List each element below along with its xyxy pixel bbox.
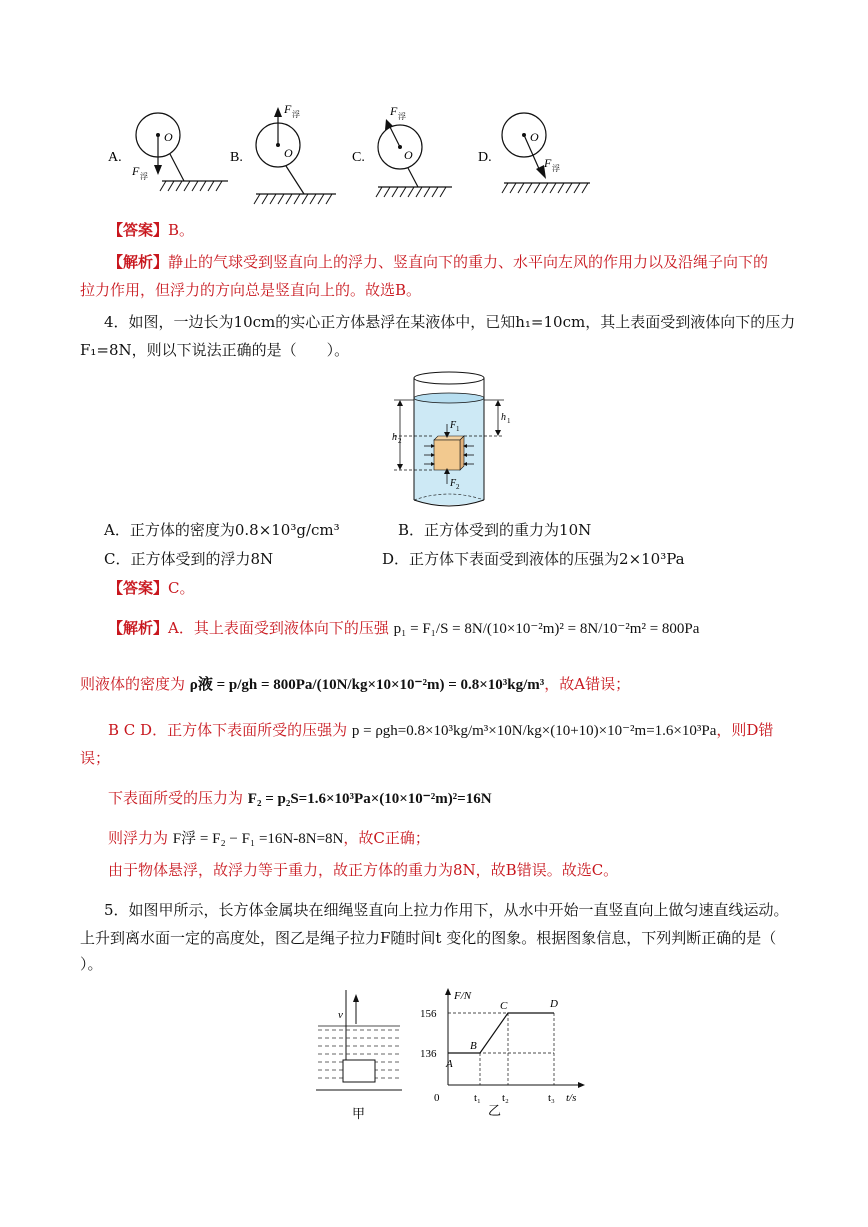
f2-label: F: [450, 478, 457, 489]
q4-analysis-1: 【解析】A．其上表面受到液体向下的压强 p₁ = F₁/S = 8N/(10×10⁻²m)² = 8N/10⁻²m² = 800Pa: [108, 619, 700, 637]
q4-stem-2: F₁=8N，则以下说法正确的是（ ）。: [80, 341, 350, 359]
option-b-force: F: [284, 102, 292, 116]
formula-p1: p₁ = F₁/S = 8N/(10×10⁻²m)² = 8N/10⁻²m² = 800Pa: [393, 621, 700, 637]
q3-answer: 【答案】B。: [108, 221, 195, 239]
option-a-diagram: [108, 113, 228, 191]
svg-text:2: 2: [398, 437, 402, 445]
option-b-center: O: [284, 146, 293, 160]
q3-analysis-1: 【解析】静止的气球受到竖直向上的浮力、竖直向下的重力、水平向左风的作用力以及沿绳子向下的: [108, 253, 769, 271]
force-series-line: [448, 1013, 554, 1053]
point-label: A: [446, 1058, 453, 1070]
figure-yi-label: 乙: [488, 1103, 502, 1118]
y-axis-label: F/N: [454, 990, 472, 1002]
svg-text:浮: 浮: [552, 164, 560, 173]
water-tank-diagram: [310, 990, 410, 1120]
q4-analysis-3b: 误；: [80, 749, 111, 767]
q4-analysis-3: B C D．正方体下表面所受的压强为 p = ρgh=0.8×10³kg/m³×10N/kg×(10+10)×10⁻²m=1.6×10³Pa，则D错: [108, 721, 774, 739]
option-b-letter: B.: [230, 150, 243, 165]
q5-stem-1: 5．如图甲所示，长方体金属块在细绳竖直向上拉力作用下，从水中开始一直竖直向上做匀速直线运动。: [104, 901, 789, 919]
x-tick-label: t₂: [502, 1092, 509, 1104]
point-label: D: [550, 998, 558, 1010]
q4-analysis-5: 则浮力为 F浮 = F₂ − F₁ =16N-8N=8N，故C正确；: [108, 829, 430, 847]
option-d-diagram: [478, 113, 590, 193]
q4-choice-d: D．正方体下表面受到液体的压强为2×10³Pa: [382, 550, 685, 568]
q5-figure-jia: [310, 990, 410, 1120]
option-c-diagram: [352, 104, 452, 197]
q4-answer: 【答案】C。: [108, 579, 195, 597]
q4-choice-c: C．正方体受到的浮力8N: [104, 550, 274, 568]
formula-pressure: p = ρgh=0.8×10³kg/m³×10N/kg×(10+10)×10⁻²m=1.6×10³Pa: [351, 723, 717, 739]
formula-density: ρ液 = p/gh = 800Pa/(10N/kg×10×10⁻²m) = 0.8×10³kg/m³: [189, 677, 545, 693]
option-d-center: O: [530, 130, 539, 144]
cylinder-diagram: [380, 368, 520, 516]
h1-label: h: [501, 412, 506, 423]
x-axis-label: t/s: [566, 1092, 577, 1104]
figure-jia-label: 甲: [352, 1106, 366, 1120]
option-a-letter: A.: [108, 150, 122, 165]
option-c-force: F: [390, 104, 398, 118]
q4-choice-a: A．正方体的密度为0.8×10³g/cm³: [104, 521, 340, 539]
y-tick-label: 136: [420, 1048, 437, 1060]
q4-choice-b: B．正方体受到的重力为10N: [398, 521, 592, 539]
svg-text:浮: 浮: [140, 172, 148, 181]
q4-analysis-2: 则液体的密度为 ρ液 = p/gh = 800Pa/(10N/kg×10×10⁻²m) = 0.8×10³kg/m³，故A错误；: [80, 675, 631, 693]
q5-stem-3: ）。: [80, 955, 103, 973]
f1-label: F: [450, 420, 457, 431]
svg-text:浮: 浮: [292, 110, 300, 119]
q3-options-figure: [100, 95, 610, 215]
q4-analysis-4: 下表面所受的压力为 F₂ = p₂S=1.6×10³Pa×(10×10⁻²m)²=16N: [108, 789, 492, 807]
svg-text:1: 1: [456, 425, 460, 433]
option-b-diagram: [230, 102, 336, 204]
force-time-chart: [418, 985, 593, 1120]
formula-buoyancy: F浮 = F₂ − F₁ =16N-8N=8N: [172, 831, 344, 847]
q3-diagrams: [100, 95, 610, 215]
origin-label: 0: [434, 1092, 440, 1104]
point-label: C: [500, 1000, 508, 1012]
svg-text:浮: 浮: [398, 112, 406, 121]
point-label: B: [470, 1040, 477, 1052]
formula-force: F₂ = p₂S=1.6×10³Pa×(10×10⁻²m)²=16N: [247, 791, 492, 807]
q4-stem-1: 4．如图，一边长为10cm的实心正方体悬浮在某液体中，已知h₁=10cm，其上表面受到液体向下的压力: [104, 313, 796, 331]
svg-text:1: 1: [507, 417, 511, 425]
svg-text:2: 2: [456, 483, 460, 491]
q5-figure-yi: [418, 985, 593, 1120]
velocity-label: v: [338, 1009, 343, 1021]
x-tick-label: t₁: [474, 1092, 481, 1104]
x-tick-label: t₃: [548, 1092, 555, 1104]
option-c-center: O: [404, 148, 413, 162]
option-d-letter: D.: [478, 150, 492, 165]
q5-stem-2: 上升到离水面一定的高度处，图乙是绳子拉力F随时间t 变化的图象。根据图象信息，下列判断正确的是（: [80, 929, 777, 947]
q4-analysis-6: 由于物体悬浮，故浮力等于重力，故正方体的重力为8N，故B错误。故选C。: [108, 861, 619, 879]
h2-label: h: [392, 432, 397, 443]
y-tick-label: 156: [420, 1008, 437, 1020]
option-d-force: F: [544, 156, 552, 170]
q4-figure: [380, 368, 520, 516]
option-a-force: F: [132, 164, 140, 178]
option-a-center: O: [164, 130, 173, 144]
q3-analysis-2: 拉力作用，但浮力的方向总是竖直向上的。故选B。: [80, 281, 422, 299]
option-c-letter: C.: [352, 150, 365, 165]
